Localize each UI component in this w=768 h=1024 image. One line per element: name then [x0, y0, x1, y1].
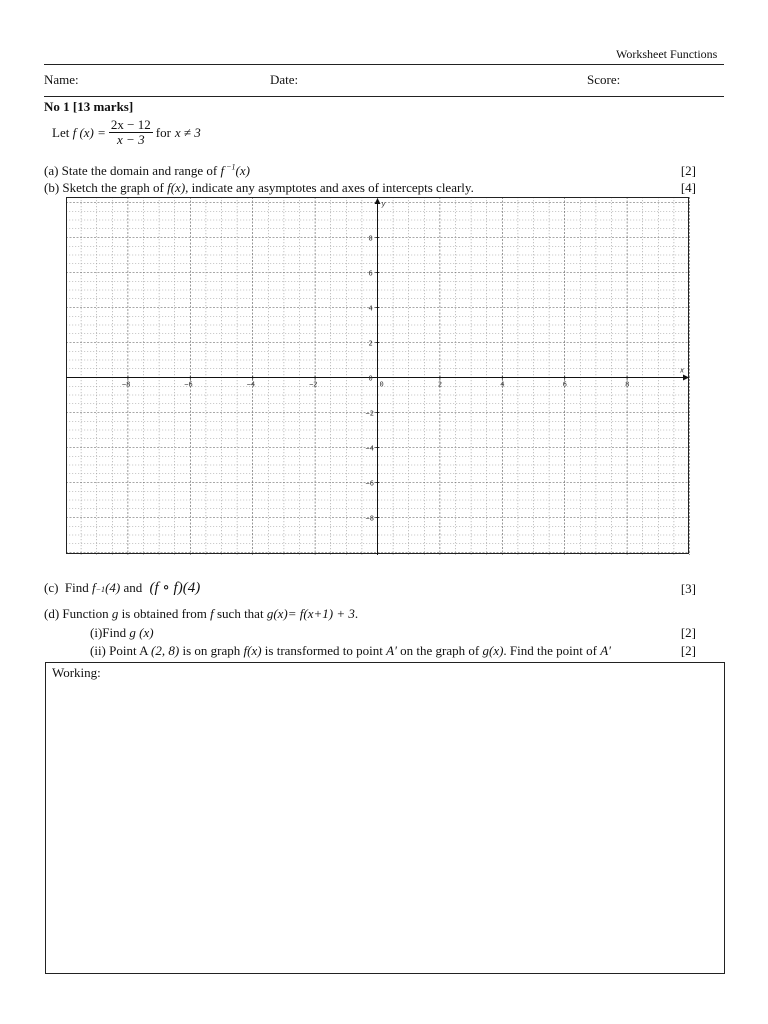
x-tick-label: −2	[309, 380, 318, 389]
fraction-denominator: x − 3	[117, 132, 145, 147]
x-axis-label: x	[680, 366, 685, 375]
part-b	[44, 180, 474, 195]
part-c-text: (c) Find	[44, 580, 93, 595]
part-d-ii-mid2: is transformed to point	[261, 643, 387, 658]
part-d-ii-text: (ii) Point A	[90, 643, 152, 658]
x-tick-label: 4	[500, 380, 505, 389]
origin-x-label: 0	[379, 380, 384, 389]
condition-for: for	[155, 125, 171, 140]
y-axis-label: y	[381, 200, 386, 208]
part-b-text: (b) Sketch the graph of	[44, 180, 168, 195]
fx-label: f (x) =	[72, 125, 106, 140]
part-d-ii-gx: g(x)	[482, 643, 504, 658]
x-tick-label: −8	[121, 380, 131, 389]
y-tick-label: −6	[365, 479, 374, 488]
part-d-ii	[90, 643, 611, 658]
fraction-numerator: 2x − 12	[110, 117, 151, 132]
part-d-text: (d) Function	[44, 606, 112, 621]
y-tick-label: −8	[365, 514, 374, 523]
working-label: Working:	[52, 665, 101, 680]
part-a-marks: [2]	[680, 163, 696, 178]
part-d-f: f	[210, 606, 214, 621]
x-tick-label: 8	[625, 380, 630, 389]
part-d-ii-point: (2, 8)	[151, 643, 180, 658]
y-tick-label: 6	[368, 269, 373, 278]
part-c-marks: [3]	[680, 581, 696, 596]
x-tick-label: −4	[246, 380, 256, 389]
part-b-fx: f(x)	[167, 180, 186, 195]
part-d-end: .	[354, 606, 359, 621]
part-d-mid2: such that	[213, 606, 267, 621]
part-d-g: g	[111, 606, 119, 621]
y-tick-label: 4	[368, 304, 373, 313]
part-c-arg: (4)	[105, 580, 121, 595]
part-d-i	[90, 625, 154, 640]
working-box[interactable]	[45, 662, 725, 974]
x-tick-label: −6	[184, 380, 193, 389]
coordinate-grid[interactable]	[66, 197, 690, 555]
score-label: Score:	[587, 72, 621, 87]
worksheet-title: Worksheet Functions	[616, 47, 718, 61]
y-tick-label: 0	[368, 374, 373, 383]
part-d-ii-fx: f(x)	[243, 643, 262, 658]
y-tick-label: 8	[368, 234, 373, 243]
part-a-f: f	[220, 163, 225, 178]
part-d-mid1: is obtained from	[118, 606, 211, 621]
part-d	[44, 606, 358, 621]
part-b-suffix: , indicate any asymptotes and axes of intercepts clearly.	[185, 180, 474, 195]
y-tick-label: −4	[365, 444, 374, 453]
tick-labels	[122, 235, 629, 523]
part-d-i-marks: [2]	[680, 625, 696, 640]
part-d-i-text: (i)Find	[90, 625, 130, 640]
part-d-ii-mid4: . Find the point of	[503, 643, 601, 658]
part-d-ii-marks: [2]	[680, 643, 696, 658]
fraction	[109, 118, 153, 147]
part-d-i-gx: g (x)	[129, 625, 154, 640]
condition: x ≠ 3	[174, 125, 201, 140]
date-label: Date:	[270, 72, 299, 87]
y-tick-label: −2	[365, 409, 374, 418]
part-d-ii-mid3: on the graph of	[396, 643, 483, 658]
question-heading: No 1 [13 marks]	[44, 99, 134, 114]
part-d-ii-aprime2: A′	[600, 643, 611, 658]
x-tick-label: 6	[562, 380, 567, 389]
part-d-ii-aprime: A′	[386, 643, 397, 658]
function-definition	[52, 118, 201, 147]
part-a-text: (a) State the domain and range of	[44, 163, 221, 178]
axes	[66, 198, 689, 555]
name-label: Name:	[44, 72, 79, 87]
x-tick-label: 2	[437, 380, 443, 389]
part-b-marks: [4]	[680, 180, 696, 195]
part-d-definition: g(x)= f(x+1) + 3	[266, 606, 355, 621]
part-c-composition: (f ∘ f)(4)	[149, 580, 201, 596]
let-prefix: Let	[52, 125, 73, 140]
part-a-arg: (x)	[235, 163, 250, 178]
part-d-ii-mid1: is on graph	[179, 643, 244, 658]
part-a	[44, 163, 250, 178]
y-tick-label: 2	[368, 339, 373, 348]
header-rule-bottom	[44, 96, 724, 97]
y-axis-arrow-icon	[375, 198, 381, 204]
part-c-and: and	[120, 580, 146, 595]
part-c-f: f	[92, 580, 96, 595]
part-a-sup: −1	[224, 162, 236, 172]
header-rule-top	[44, 64, 724, 65]
part-c: (c) Find f −1 (4) and (f ∘ f)(4)	[44, 580, 201, 596]
